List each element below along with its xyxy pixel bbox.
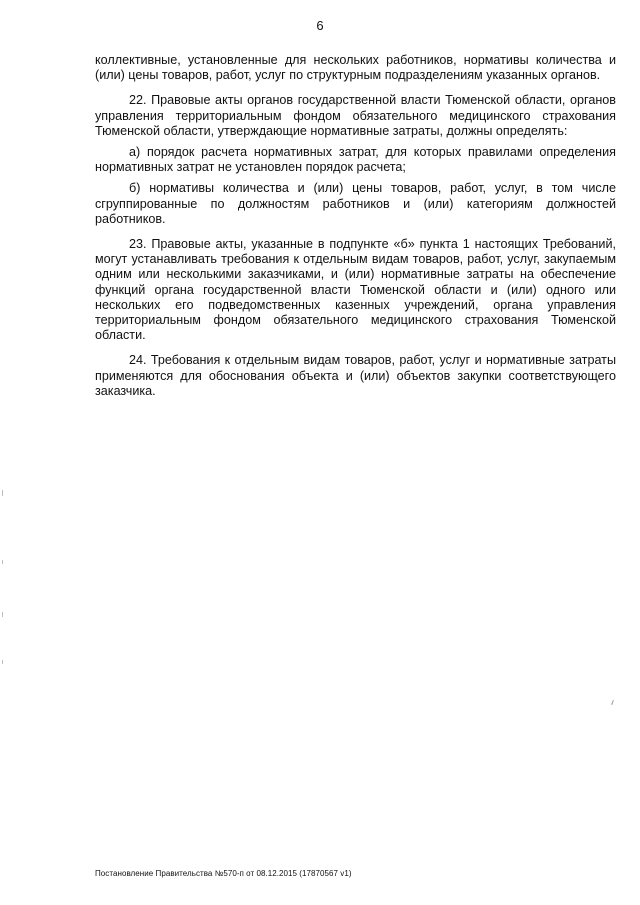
paragraph-continuation: коллективные, установленные для нескольких работников, нормативы количества и (или) цены товаров, работ, услуг по структурным подразделениям указанных органов.	[95, 53, 616, 83]
paragraph-22-a: а) порядок расчета нормативных затрат, для которых правилами определения нормативных затрат не установлен порядок расчета;	[95, 145, 616, 175]
paragraph-22: 22. Правовые акты органов государственной власти Тюменской области, органов управления территориальным фондом обязательного медицинского страхования Тюменской области, утверждающие нормативные затраты, должны определять:	[95, 93, 616, 138]
scan-edge-mark	[2, 490, 3, 496]
paragraph-23: 23. Правовые акты, указанные в подпункте «б» пункта 1 настоящих Требований, могут устанавливать требования к отдельным видам товаров, работ, услуг, закупаемым одним или несколькими заказчиками, и (или) нормативные затраты на обеспечение функций органа государственной власти Тюменской области и (или) одного или нескольких его подведомственных казенных учреждений, органа управления территориальным фондом обязательного медицинского страхования Тюменской области.	[95, 237, 616, 343]
page-number: 6	[316, 18, 324, 33]
scan-edge-mark	[2, 612, 3, 617]
document-footer: Постановление Правительства №570-п от 08.12.2015 (17870567 v1)	[95, 869, 352, 878]
document-body	[95, 53, 616, 409]
scan-edge-mark	[2, 560, 3, 564]
scan-edge-mark	[2, 660, 3, 664]
scan-speck-mark	[611, 700, 614, 705]
paragraph-24: 24. Требования к отдельным видам товаров, работ, услуг и нормативные затраты применяются для обоснования объекта и (или) объектов закупки соответствующего заказчика.	[95, 353, 616, 398]
paragraph-22-b: б) нормативы количества и (или) цены товаров, работ, услуг, в том числе сгруппированные по должностям работников и (или) категориям должностей работников.	[95, 181, 616, 226]
